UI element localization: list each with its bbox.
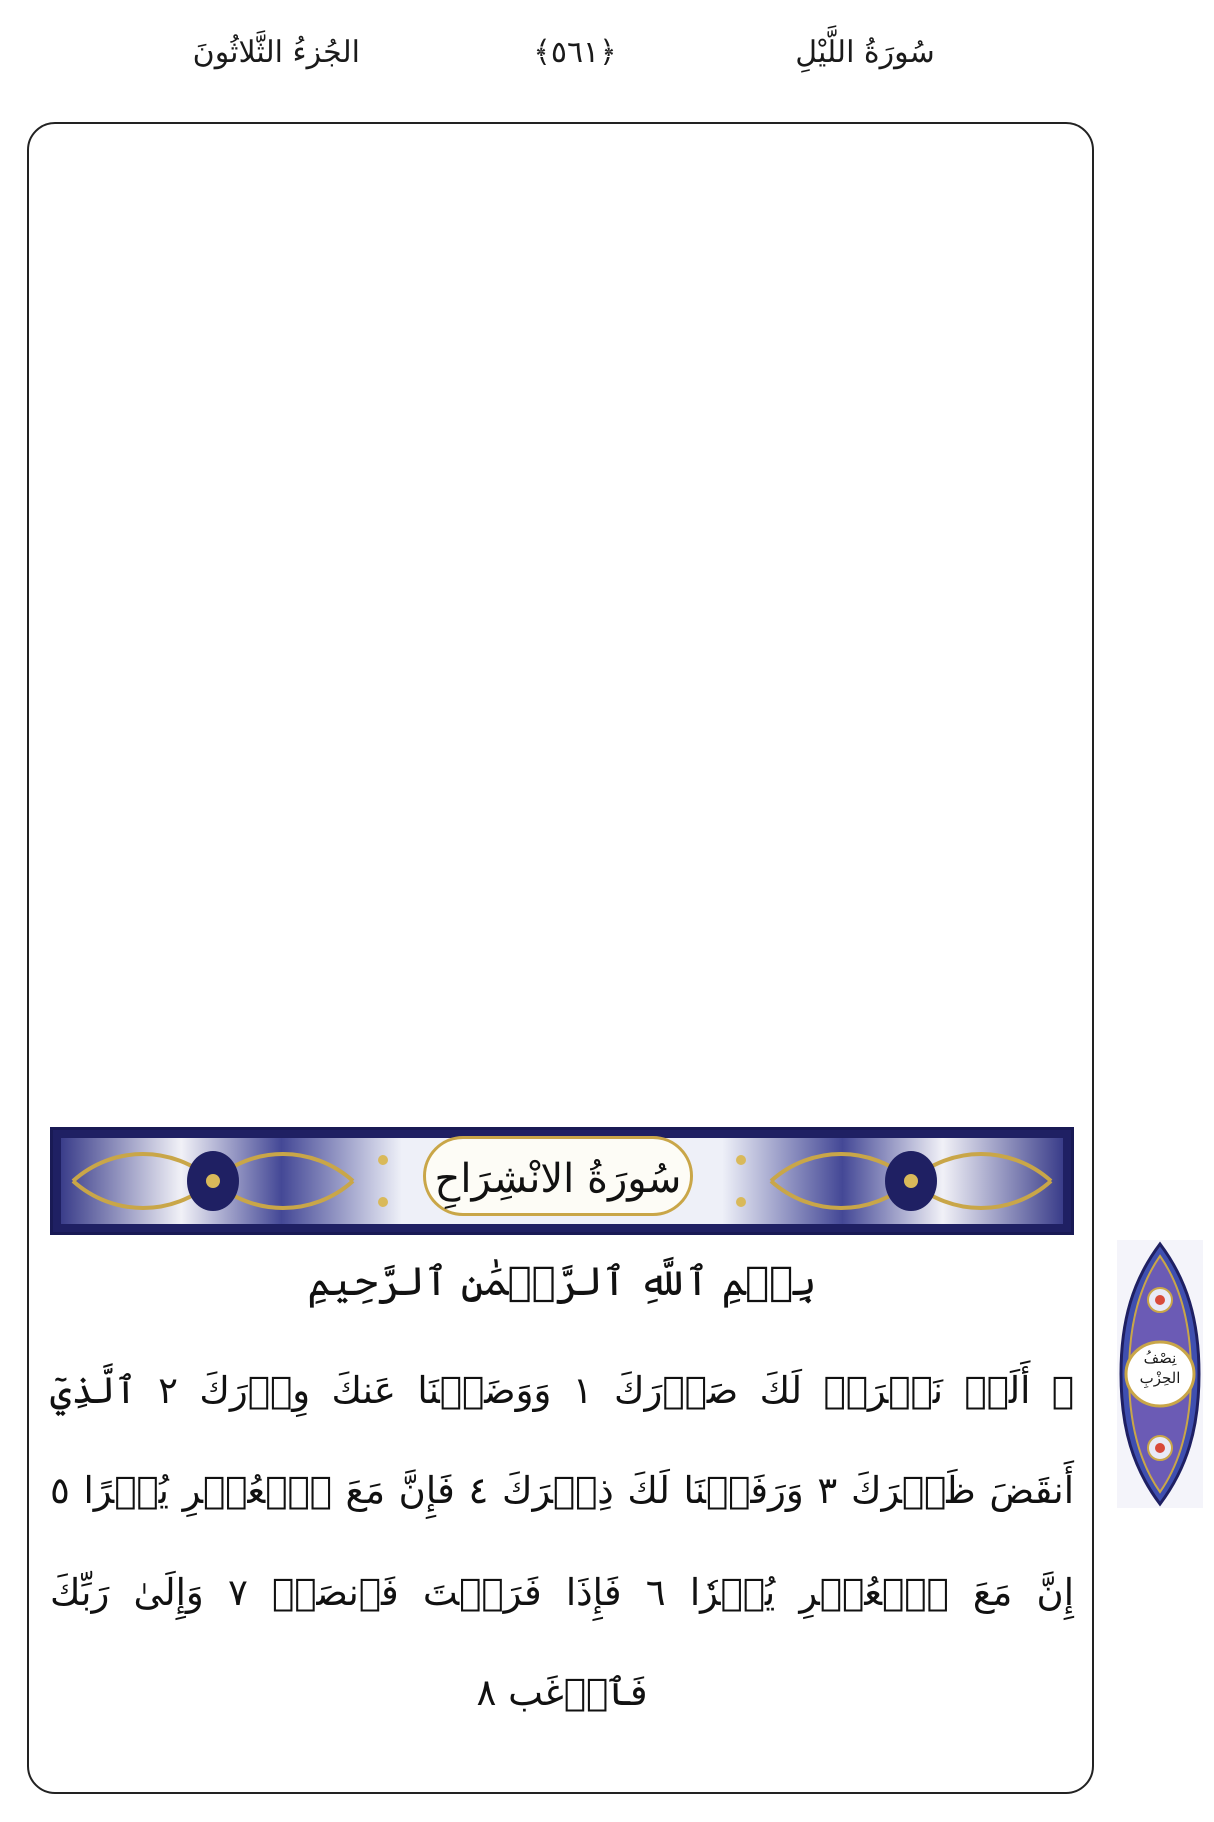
page-frame <box>27 122 1094 1794</box>
banner-cartouche <box>423 1136 693 1216</box>
verse-line-4: فَٱرۡغَب ٨ <box>476 1671 648 1714</box>
hizb-marker-medallion <box>1117 1240 1203 1508</box>
verse-line-3: إِنَّ مَعَ ٱلۡعُسۡرِ يُسۡرٗا ٦ فَإِذَا فَرَغۡتَ فَٱنصَبۡ ٧ وَإِلَىٰ رَبِّكَ <box>50 1571 1074 1614</box>
header-surah-name: سُورَةُ اللَّيْلِ <box>795 35 935 70</box>
verse-line-1: ۞ أَلَمۡ نَشۡرَحۡ لَكَ صَدۡرَكَ ١ وَوَضَعۡنَا عَنكَ وِزۡرَكَ ٢ ٱلَّذِيٓ <box>50 1369 1075 1412</box>
surah-title: سُورَةُ الانْشِرَاحِ <box>434 1156 682 1202</box>
verse-line-2: أَنقَضَ ظَهۡرَكَ ٣ وَرَفَعۡنَا لَكَ ذِكۡرَكَ ٤ فَإِنَّ مَعَ ٱلۡعُسۡرِ يُسۡرًا ٥ <box>50 1469 1074 1512</box>
header-page-number: ﴿٥٦١﴾ <box>533 35 617 70</box>
basmala: بِسۡمِ ٱللَّهِ ٱلرَّحۡمَٰنِ ٱلرَّحِيمِ <box>307 1259 817 1305</box>
surah-title-banner <box>50 1127 1074 1235</box>
header-juz-name: الجُزءُ الثَّلاثُونَ <box>192 35 360 70</box>
hizb-label: نِصْفُ الحِزْبِ <box>1139 1349 1181 1387</box>
